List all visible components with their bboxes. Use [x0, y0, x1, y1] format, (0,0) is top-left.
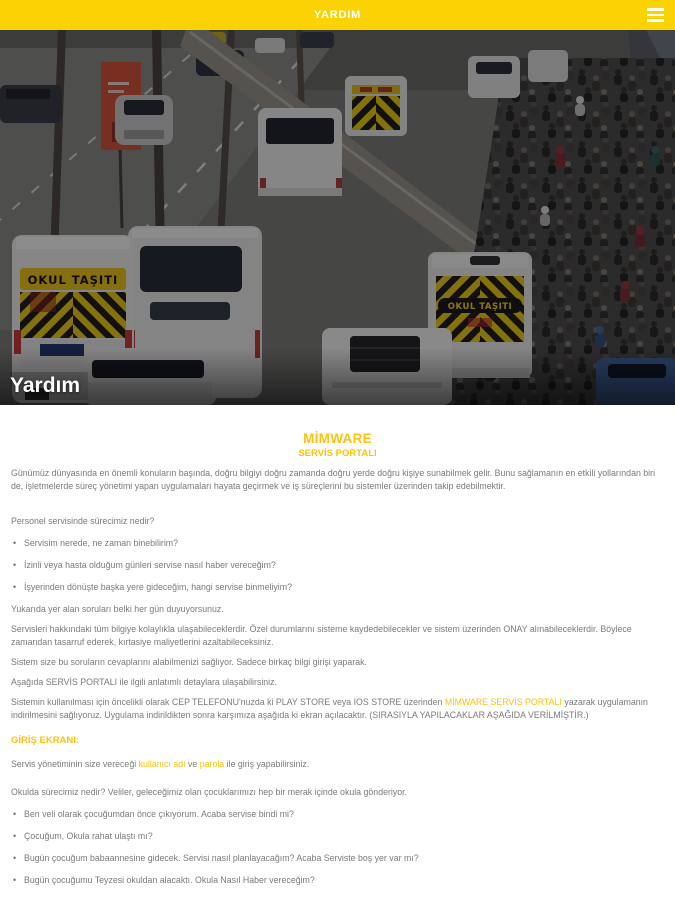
- menu-button[interactable]: [642, 6, 664, 24]
- page-title: YARDIM: [313, 9, 362, 21]
- list-item: • Ben veli olarak çocuğumdan önce çıkıyorum. Acaba servise bindi mi?: [11, 808, 664, 821]
- personel-question: Personel servisinde sürecimiz nedir?: [11, 516, 155, 526]
- school-bullet-list: [11, 808, 664, 887]
- list-item: • İşyerinden dönüşte başka yere gideceğim, hangi servise binmeliyim?: [11, 581, 664, 594]
- list-item: • Bugün çocuğum babaannesine gidecek. Servisi nasıl planlayacağım? Acaba Serviste boş yer var mı?: [11, 852, 664, 865]
- after-bullets-paragraph: Yukarıda yer alan soruları belki her gün duyuyorsunuz.: [11, 604, 224, 614]
- list-item: • Çocuğum, Okula rahat ulaştı mı?: [11, 830, 664, 843]
- traffic-photo: [0, 30, 675, 405]
- intro-paragraph: Günümüz dünyasında en önemli konuların başında, doğru bilgiyi doğru zamanda doğru yerde doğru kişiye sunabilmek gelir. Bunu sağlamanın en etkili yollarından biri de, işletmelerde süreç yönetimi yapan uygulamaları hayata geçirmek ve iş süreçlerini bu sistemler üzerinden takip edebilmektir.: [11, 468, 656, 491]
- school-question: Okulda sürecimiz nedir? Veliler, geleceğimiz olan çocuklarımızı hep bir merak içinde okula gönderiyor.: [11, 787, 408, 797]
- username-highlight: kullanıcı adı: [138, 759, 186, 769]
- help-content: [0, 405, 675, 887]
- brand-subtitle: SERVİS PORTALI: [298, 448, 377, 459]
- brand-title: MİMWARE: [303, 431, 372, 446]
- app-bar: [0, 0, 675, 30]
- password-highlight: parola: [199, 759, 225, 769]
- system-paragraph: Sistem size bu soruların cevaplarını alabilmenizi sağlıyor. Sadece birkaç bilgi girişi yaparak.: [11, 657, 367, 667]
- app-name-link: MİMWARE SERVİS PORTALI: [444, 697, 562, 707]
- install-paragraph: Sistemin kullanılması için öncelikli olarak CEP TELEFONU'nuzda ki PLAY STORE veya IOS STORE üzerinden MİMWARE SERVİS PORTALI yazarak uygulamanın indirilmesini sağlıyoruz. Uygulama indirildikten sonra karşımıza aşağıda ki ekran açılacaktır. (SIRASIYLA YAPILACAKLAR AŞAĞIDA VERİLMİŞTİR.): [11, 697, 648, 720]
- list-item: • Bugün çocuğumu Teyzesi okuldan alacaktı. Okula Nasıl Haber vereceğim?: [11, 874, 664, 887]
- details-paragraph: Aşağıda SERVİS PORTALI ile ilgili anlatımlı detaylara ulaşabilirsiniz.: [11, 677, 277, 687]
- personel-bullet-list: [11, 537, 664, 594]
- list-item: • İzinli veya hasta olduğum günleri servise nasıl haber vereceğim?: [11, 559, 664, 572]
- hero-image: [0, 30, 675, 405]
- benefits-paragraph: Servisleri hakkındaki tüm bilgiye kolaylıkla ulaşabileceklerdir. Özel durumlarını sisteme kaydedebilecekler ve sistem üzerinden ONAY alınabileceklerdir. Böylece zamandan tasarruf ederek, kırtasiye maliyetlerini azaltabileceksiniz.: [11, 624, 632, 647]
- list-item: • Servisim nerede, ne zaman binebilirim?: [11, 537, 664, 550]
- login-screen-heading: GİRİŞ EKRANI:: [11, 735, 80, 746]
- hero-caption: Yardım: [10, 372, 88, 400]
- hamburger-icon: [647, 8, 664, 10]
- login-paragraph: Servis yönetiminin size vereceği kullanıcı adı ve parola ile giriş yapabilirsiniz.: [11, 759, 310, 769]
